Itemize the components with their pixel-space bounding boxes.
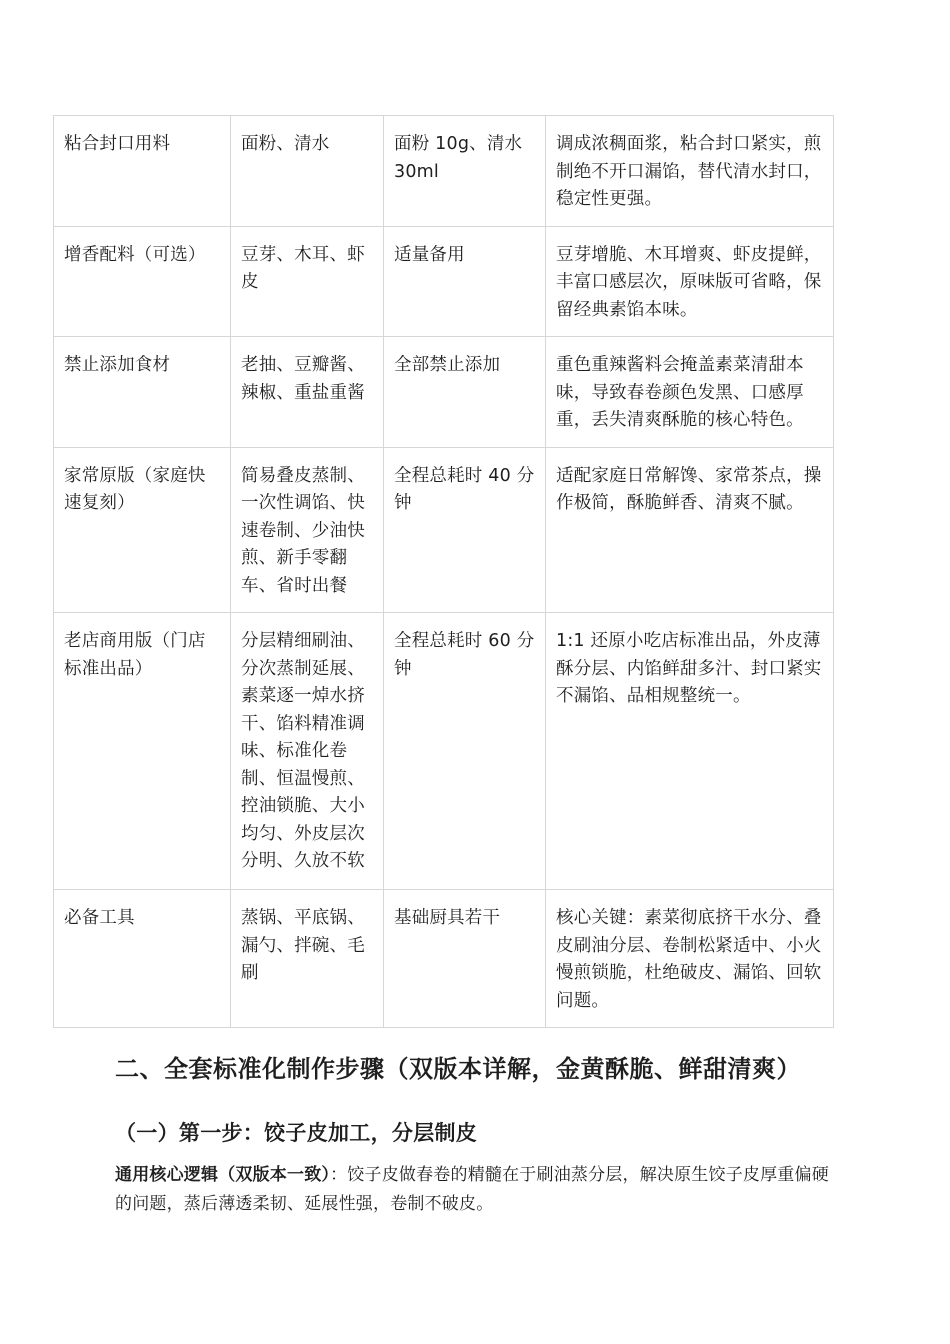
table-cell-amount: 全程总耗时 40 分钟 — [384, 447, 546, 613]
table-cell-item: 老店商用版（门店标准出品） — [54, 613, 231, 890]
table-row — [54, 447, 834, 613]
table-cell-ingredients: 老抽、豆瓣酱、辣椒、重盐重酱 — [231, 337, 384, 448]
table-cell-ingredients: 豆芽、木耳、虾皮 — [231, 226, 384, 337]
table-cell-notes: 适配家庭日常解馋、家常茶点，操作极简，酥脆鲜香、清爽不腻。 — [546, 447, 834, 613]
table-cell-amount: 适量备用 — [384, 226, 546, 337]
table-cell-amount: 面粉 10g、清水 30ml — [384, 116, 546, 227]
table-cell-amount: 全部禁止添加 — [384, 337, 546, 448]
table-row — [54, 226, 834, 337]
table-row — [54, 116, 834, 227]
body-paragraph — [115, 1161, 840, 1219]
table-row — [54, 613, 834, 890]
ingredients-table — [53, 115, 834, 1028]
lead-bold-label: 通用核心逻辑（双版本一致） — [115, 1165, 331, 1185]
table-cell-item: 禁止添加食材 — [54, 337, 231, 448]
step-heading: （一）第一步：饺子皮加工，分层制皮 — [115, 1121, 478, 1145]
table-cell-amount: 全程总耗时 60 分钟 — [384, 613, 546, 890]
table-cell-notes: 核心关键：素菜彻底挤干水分、叠皮刷油分层、卷制松紧适中、小火慢煎锁脆，杜绝破皮、漏馅、回软问题。 — [546, 890, 834, 1028]
table-cell-item: 增香配料（可选） — [54, 226, 231, 337]
table-cell-notes: 豆芽增脆、木耳增爽、虾皮提鲜，丰富口感层次，原味版可省略，保留经典素馅本味。 — [546, 226, 834, 337]
lead-text: ：饺子皮做春卷的精髓在于刷油蒸分层，解决原生饺子皮厚重偏硬的问题，蒸后薄透柔韧、延展性强，卷制不破皮。 — [115, 1165, 829, 1214]
table-cell-amount: 基础厨具若干 — [384, 890, 546, 1028]
section-heading: 二、全套标准化制作步骤（双版本详解，金黄酥脆、鲜甜清爽） — [115, 1055, 801, 1083]
table-cell-ingredients: 蒸锅、平底锅、漏勺、拌碗、毛刷 — [231, 890, 384, 1028]
table-cell-notes: 调成浓稠面浆，粘合封口紧实，煎制绝不开口漏馅，替代清水封口，稳定性更强。 — [546, 116, 834, 227]
table-cell-item: 家常原版（家庭快速复刻） — [54, 447, 231, 613]
table-cell-ingredients: 简易叠皮蒸制、一次性调馅、快速卷制、少油快煎、新手零翻车、省时出餐 — [231, 447, 384, 613]
table-row — [54, 890, 834, 1028]
table-cell-ingredients: 分层精细刷油、分次蒸制延展、素菜逐一焯水挤干、馅料精准调味、标准化卷制、恒温慢煎、控油锁脆、大小均匀、外皮层次分明、久放不软 — [231, 613, 384, 890]
table-cell-item: 必备工具 — [54, 890, 231, 1028]
table-cell-notes: 重色重辣酱料会掩盖素菜清甜本味，导致春卷颜色发黑、口感厚重，丢失清爽酥脆的核心特色。 — [546, 337, 834, 448]
table-row — [54, 337, 834, 448]
table-cell-ingredients: 面粉、清水 — [231, 116, 384, 227]
table-cell-notes: 1:1 还原小吃店标准出品，外皮薄酥分层、内馅鲜甜多汁、封口紧实不漏馅、品相规整统一。 — [546, 613, 834, 890]
table-cell-item: 粘合封口用料 — [54, 116, 231, 227]
